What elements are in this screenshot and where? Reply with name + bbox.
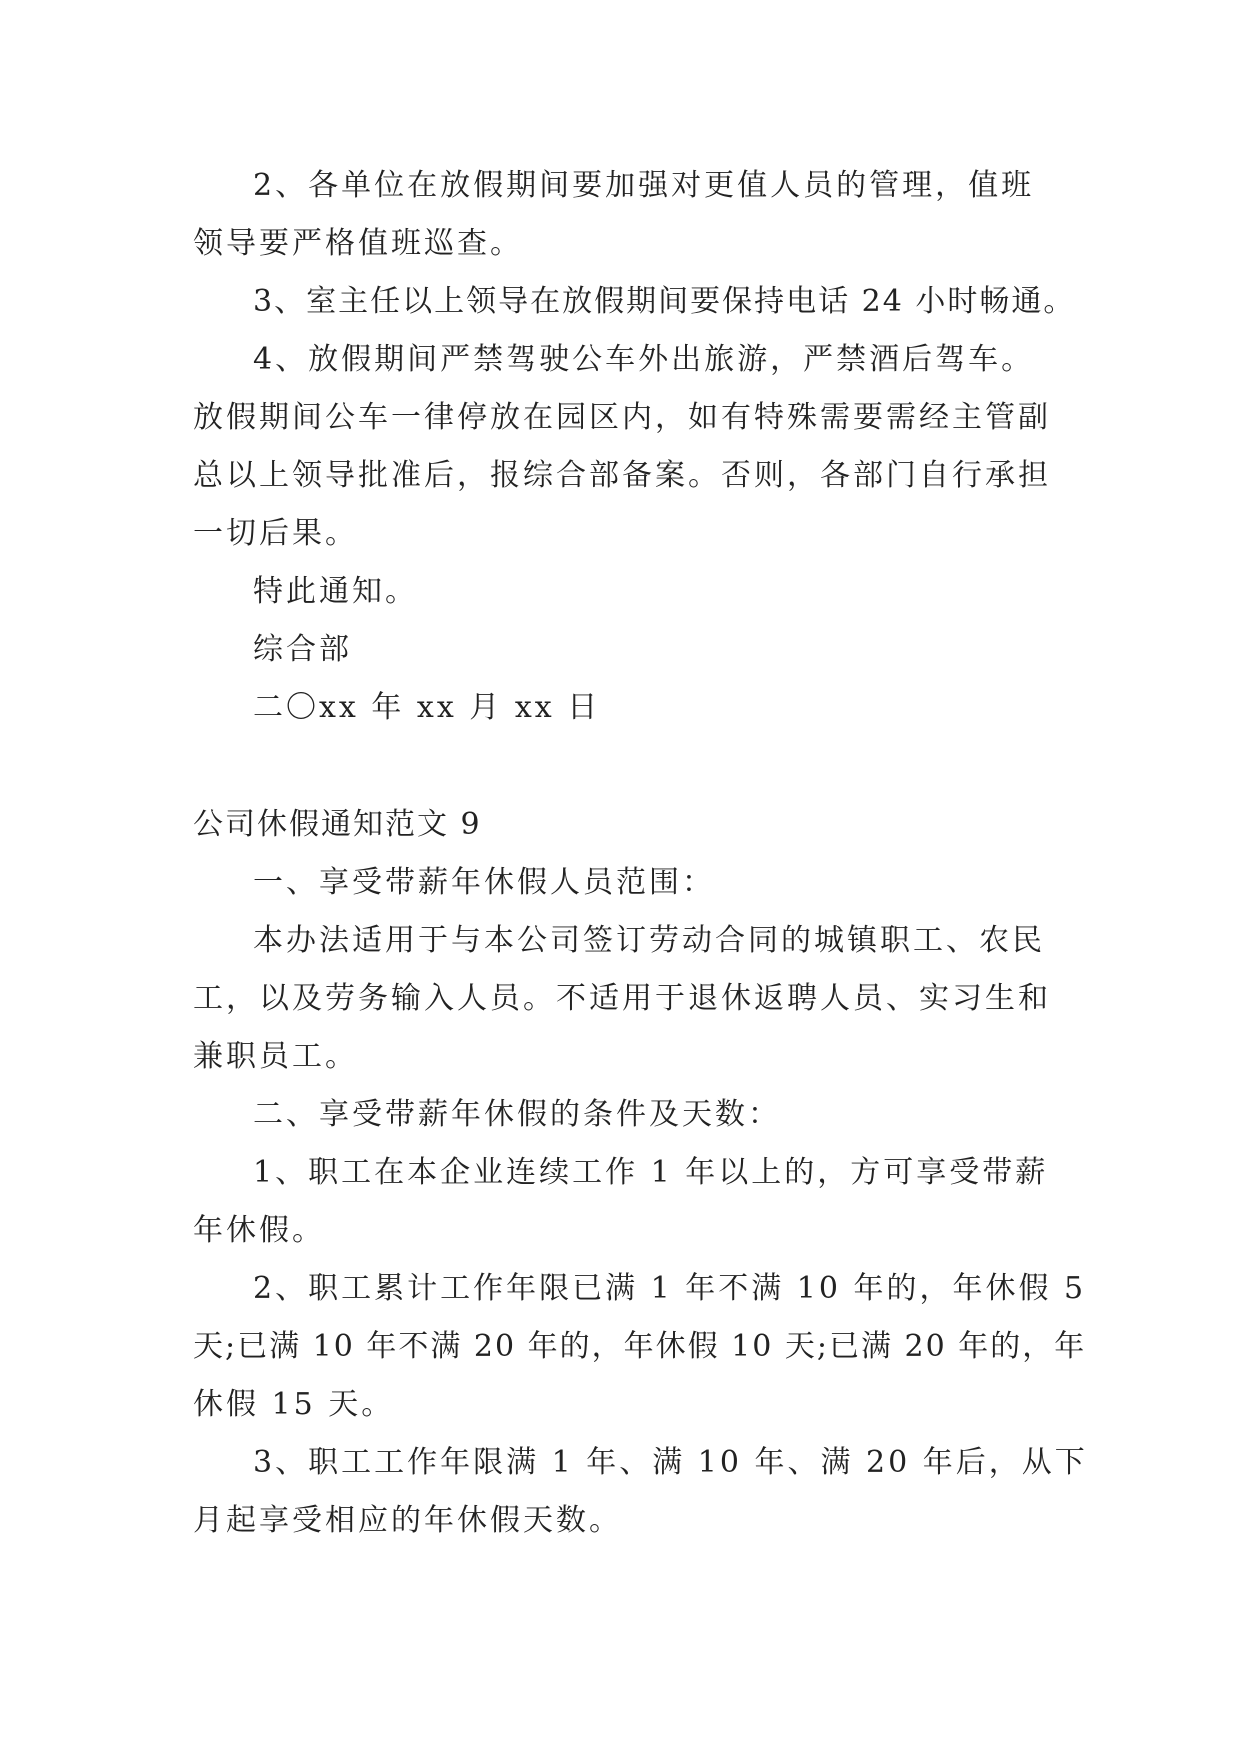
paragraph-line-scope-3: 兼职员工。 bbox=[193, 1039, 358, 1074]
notice-closing: 特此通知。 bbox=[253, 574, 418, 609]
section-title: 公司休假通知范文 9 bbox=[193, 807, 482, 842]
paragraph-line-condition-3b: 月起享受相应的年休假天数。 bbox=[193, 1503, 622, 1538]
issue-date: 二〇xx 年 xx 月 xx 日 bbox=[253, 690, 601, 725]
paragraph-line-condition-2a: 2、职工累计工作年限已满 1 年不满 10 年的，年休假 5 bbox=[253, 1271, 1087, 1306]
paragraph-line-scope-2: 工，以及劳务输入人员。不适用于退休返聘人员、实习生和 bbox=[193, 981, 1051, 1016]
paragraph-line-condition-1b: 年休假。 bbox=[193, 1213, 325, 1248]
issuing-department: 综合部 bbox=[253, 632, 352, 667]
section-heading-conditions: 二、享受带薪年休假的条件及天数： bbox=[253, 1097, 781, 1132]
paragraph-line-consequences: 一切后果。 bbox=[193, 516, 358, 551]
paragraph-line-phone-requirement: 3、室主任以上领导在放假期间要保持电话 24 小时畅通。 bbox=[253, 284, 1076, 319]
paragraph-line-vehicle-ban: 4、放假期间严禁驾驶公车外出旅游，严禁酒后驾车。 bbox=[253, 342, 1035, 377]
paragraph-line-condition-3a: 3、职工工作年限满 1 年、满 10 年、满 20 年后，从下 bbox=[253, 1445, 1088, 1480]
paragraph-line-condition-1a: 1、职工在本企业连续工作 1 年以上的，方可享受带薪 bbox=[253, 1155, 1049, 1190]
paragraph-line-vehicle-parking: 放假期间公车一律停放在园区内，如有特殊需要需经主管副 bbox=[193, 400, 1051, 435]
section-heading-scope: 一、享受带薪年休假人员范围： bbox=[253, 865, 715, 900]
paragraph-line-duty-management: 2、各单位在放假期间要加强对更值人员的管理，值班 bbox=[253, 168, 1035, 203]
paragraph-line-approval: 总以上领导批准后，报综合部备案。否则，各部门自行承担 bbox=[193, 458, 1051, 493]
paragraph-line-scope-1: 本办法适用于与本公司签订劳动合同的城镇职工、农民 bbox=[253, 923, 1045, 958]
paragraph-line-condition-2b: 天;已满 10 年不满 20 年的，年休假 10 天;已满 20 年的，年 bbox=[193, 1329, 1087, 1364]
paragraph-line-condition-2c: 休假 15 天。 bbox=[193, 1387, 395, 1422]
paragraph-line-duty-inspection: 领导要严格值班巡查。 bbox=[193, 226, 523, 261]
